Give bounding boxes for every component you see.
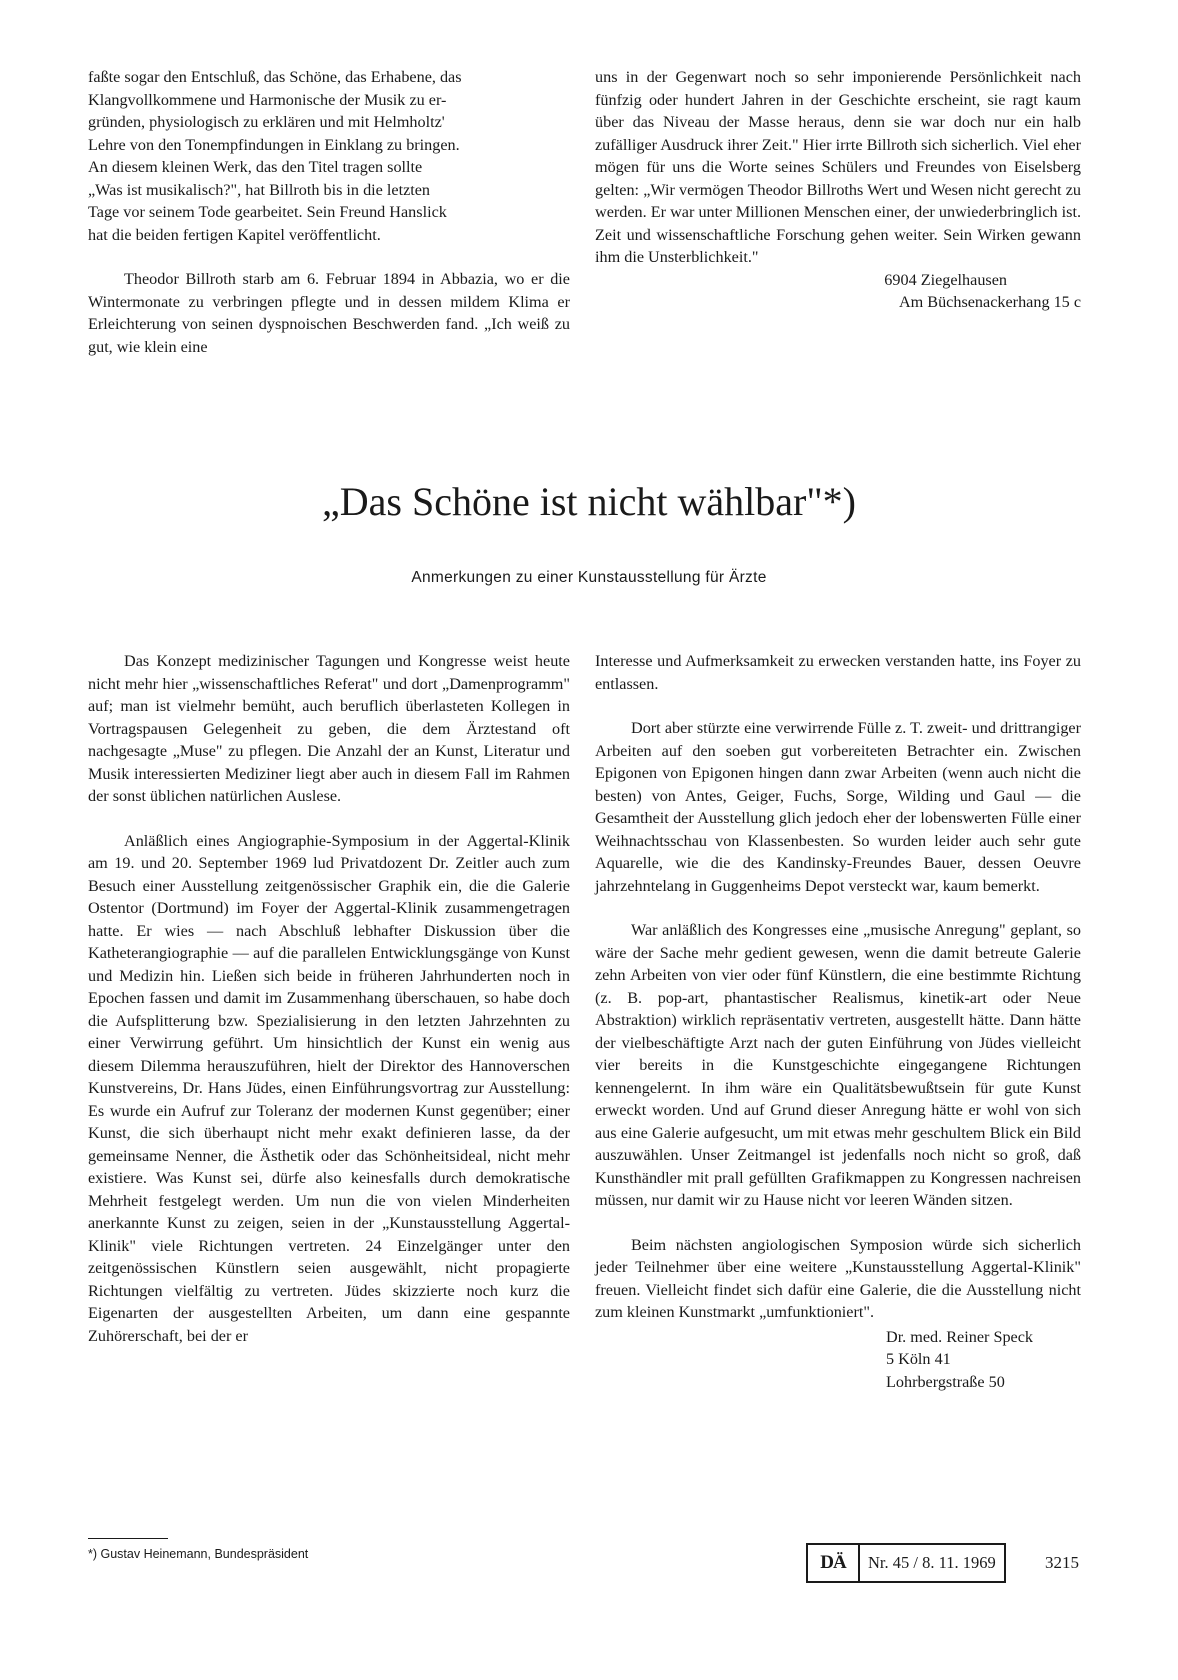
text-line: hat die beiden fertigen Kapitel veröffentlicht. [88, 225, 381, 244]
top-left-column [88, 66, 570, 358]
journal-logo: DÄ [808, 1545, 860, 1581]
paragraph: Das Konzept medizinischer Tagungen und Kongresse weist heute nicht mehr hier „wissenschaftliches Referat" und dort „Damenprogramm" auf; man ist vielmehr bemüht, auch beruflich überlasteten Kollegen in Vortragspausen Gelegenheit zu geben, die dem Ärztestand oft nachgesagte „Muse" zu pflegen. Die Anzahl der an Kunst, Literatur und Musik interessierten Mediziner liegt aber auch in diesem Fall im Rahmen der sonst üblichen natürlichen Auslese. [88, 652, 570, 805]
text-line: Klangvollkommene und Harmonische der Musik zu er- [88, 90, 447, 109]
article-right-column [595, 650, 1081, 1393]
paragraph: Anläßlich eines Angiographie-Symposium in der Aggertal-Klinik am 19. und 20. September 1969 lud Privatdozent Dr. Zeitler auch zum Besuch einer Ausstellung zeitgenössischer Graphik ein, die die Galerie Ostentor (Dortmund) im Foyer der Aggertal-Klinik zusammengetragen hatte. Er wies — nach Abschluß lebhafter Diskussion über die Katheterangiographie — auf die parallelen Entwicklungsgänge von Kunst und Medizin hin. Ließen sich beide in früheren Jahrhunderten noch in Epochen fassen und damit im Zusammenhang überschauen, so habe doch die Aufsplitterung bzw. Spezialisierung in den letzten Jahrzehnten zu einer Verwirrung geführt. Um hinsichtlich der Kunst ein wenig aus diesem Dilemma herauszuführen, hielt der Direktor des Hannoverschen Kunstvereins, Dr. Hans Jüdes, einen Einführungsvortrag zur Ausstellung: Es wurde ein Aufruf zur Toleranz der modernen Kunst gegenüber; einer Kunst, die sich überhaupt nicht mehr exakt definieren lasse, da der gemeinsame Nenner, die Ästhetik oder das Schönheitsideal, nicht mehr existiere. Was Kunst sei, dürfe also keinesfalls durch demokratische Mehrheit festgelegt werden. Um nun die von vielen Minderheiten anerkannte Kunst zu zeigen, seien in der „Kunstausstellung Aggertal-Klinik" viele Richtungen vertreten. 24 Einzelgänger unter den zeitgenössischen Künstlern seien ausgewählt, nicht propagierte Richtungen vielfältig zu vertreten. Jüdes skizzierte noch kurz die Eigenarten der ausgestellten Arbeiten, um dann eine gespannte Zuhörerschaft, bei der er [88, 831, 570, 1345]
article-title: „Das Schöne ist nicht wählbar"*) [322, 479, 856, 524]
text-line: Lehre von den Tonempfindungen in Einklang zu bringen. [88, 135, 460, 154]
paragraph: Dort aber stürzte eine verwirrende Fülle z. T. zweit- und drittrangiger Arbeiten auf den soeben gut vorbereiteten Betrachter ein. Zwischen Epigonen von Epigonen hingen dann zwar Arbeiten (wenn auch nicht die besten) von Antes, Geiger, Fuchs, Sorge, Wilding und Gaul — die Gesamtheit der Ausstellung glich jedoch eher der lobenswerten Fülle einer Weihnachtsschau von Klassenbesten. So wurden leider auch sehr gute Aquarelle, wie die des Kandinsky-Freundes Bauer, dessen Oeuvre jahrzehntelang in Guggenheims Depot versteckt war, kaum bemerkt. [595, 719, 1081, 895]
signature-name: Dr. med. Reiner Speck [886, 1327, 1033, 1346]
text-line: „Was ist musikalisch?", hat Billroth bis in die letzten [88, 180, 431, 199]
article-left-column [88, 650, 570, 1347]
footnote: *) Gustav Heinemann, Bundespräsident [88, 1547, 309, 1561]
article-subtitle: Anmerkungen zu einer Kunstausstellung für Ärzte [411, 569, 767, 586]
text-line: faßte sogar den Entschluß, das Schöne, das Erhabene, das [88, 68, 462, 86]
footnote-divider [88, 1538, 168, 1539]
text-line: Tage vor seinem Tode gearbeitet. Sein Freund Hanslick [88, 203, 447, 221]
signature-block [886, 1326, 1081, 1394]
signature-address: Lohrbergstraße 50 [886, 1372, 1005, 1391]
paragraph: Theodor Billroth starb am 6. Februar 1894 in Abbazia, wo er die Wintermonate zu verbringen pflegte und in dessen mildem Klima er Erleichterung von seinen dyspnoischen Beschwerden fand. „Ich weiß zu gut, wie klein eine [88, 270, 570, 356]
paragraph: uns in der Gegenwart noch so sehr imponierende Persönlichkeit nach fünfzig oder hundert Jahren in der Geschichte erscheint, sie ragt kaum über das Niveau der Masse heraus, denn sie war doch nur ein halb zufälliger Ausdruck ihrer Zeit." Hier irrte Billroth sich sicherlich. Viel eher mögen für uns die Worte seines Schülers und Freundes von Eiselsberg gelten: „Wir vermögen Theodor Billroths Wert und Wesen nicht gerecht zu werden. Er war unter Millionen Menschen einer, der unwiederbringlich ist. Zeit und wissenschaftliche Forschung gehen weiter. Sein Wirken gewann ihm die Unsterblichkeit." [595, 68, 1081, 266]
address-line: Am Büchsenackerhang 15 c [898, 293, 1081, 311]
issue-info: Nr. 45 / 8. 11. 1969 [868, 1553, 996, 1572]
paragraph: Interesse und Aufmerksamkeit zu erwecken verstanden hatte, ins Foyer zu entlassen. [595, 652, 1081, 693]
paragraph: War anläßlich des Kongresses eine „musische Anregung" geplant, so wäre der Sache mehr gedient gewesen, wenn die damit betreute Galerie zehn Arbeiten von vier oder fünf Künstlern, die eine bestimmte Richtung (z. B. pop-art, phantastischer Realismus, kinetik-art oder Neue Abstraktion) wirklich repräsentativ vertreten, ausgestellt hätte. Dann hätte der vielbeschäftigte Arzt nach der guten Einführung von Jüdes vielleicht vier bereits in die Kunstgeschichte eingegangene Richtungen kennengelernt. In ihm wäre ein Qualitätsbewußtsein für gute Kunst erweckt worden. Und auf Grund dieser Anregung hätte er wohl von sich aus eine Galerie aufgesucht, um mit etwas mehr geschultem Blick ein Bild auszuwählen. Unser Zeitmangel ist jedenfalls noch nicht so groß, daß Kunsthändler mit prall gefüllten Grafikmappen zu Kongressen nachreisen müssen, nur damit wir zu Hause nicht vor leeren Wänden sitzen. [595, 921, 1081, 1209]
signature-address: 5 Köln 41 [886, 1350, 951, 1368]
page-number: 3215 [1045, 1553, 1079, 1572]
paragraph: Beim nächsten angiologischen Symposion würde sich sicherlich jeder Teilnehmer über eine weitere „Kunstausstellung Aggertal-Klinik" freuen. Vielleicht findet sich dafür eine Galerie, die die Ausstellung nicht zum kleinen Kunstmarkt „umfunktioniert". [595, 1235, 1081, 1321]
text-line: gründen, physiologisch zu erklären und mit Helmholtz' [88, 113, 445, 131]
journal-footer-box [806, 1543, 1006, 1583]
address-line: 6904 Ziegelhausen [884, 270, 1007, 289]
top-right-column [595, 66, 1081, 314]
text-line: An diesem kleinen Werk, das den Titel tragen sollte [88, 158, 423, 176]
